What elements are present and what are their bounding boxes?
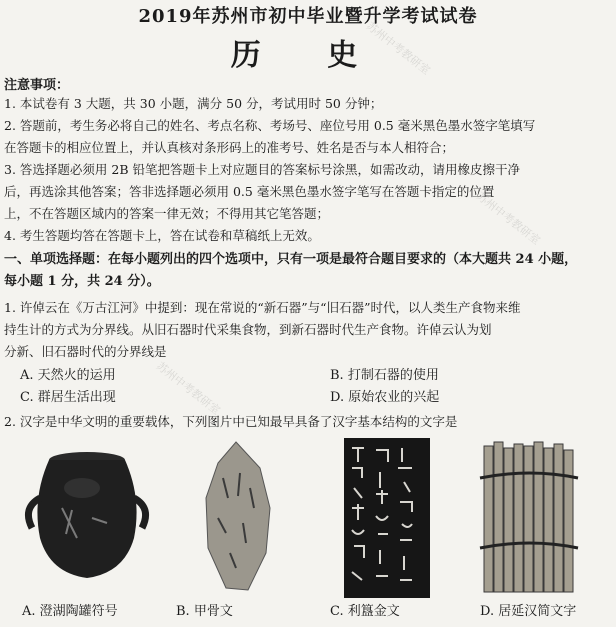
question-text: 分新、旧石器时代的分界线是 (4, 344, 167, 359)
option-a[interactable]: A. 天然火的运用 (20, 368, 116, 383)
notice-heading: 注意事项： (4, 78, 70, 93)
caption-b: B. 甲骨文 (176, 604, 233, 619)
pottery-jar-image (22, 438, 152, 598)
section-heading: 每小题 1 分，共 24 分）。 (4, 274, 160, 289)
option-d[interactable]: D. 原始农业的兴起 (330, 390, 440, 405)
section-heading: 一、单项选择题：在每小题列出的四个选项中，只有一项是最符合题目要求的（本大题共 24 小题， (4, 252, 578, 267)
bamboo-slips-image (470, 438, 590, 598)
notice-line: 后，再选涂其他答案；答非选择题必须用 0.5 毫米黑色墨水签字笔写在答题卡指定的位置 (4, 184, 495, 199)
oracle-bone-image (188, 438, 288, 598)
exam-title: 2019年苏州市初中毕业暨升学考试试卷 (138, 6, 478, 27)
caption-d: D. 居延汉简文字 (480, 604, 577, 619)
option-row (0, 366, 616, 386)
bronze-inscription-image (344, 438, 430, 598)
watermark: 苏州中考教研室 (473, 189, 543, 248)
notice-line: 4. 考生答题均答在答题卡上，答在试卷和草稿纸上无效。 (4, 228, 320, 243)
watermark: 苏州中考教研室 (363, 19, 433, 78)
notice-line: 2. 答题前，考生务必将自己的姓名、考点名称、考场号、座位号用 0.5 毫米黑色墨水签字笔填写 (4, 118, 536, 133)
question-text: 持生计的方式为分界线。从旧石器时代采集食物，到新石器时代生产食物。许倬云认为划 (4, 322, 492, 337)
subject-title: 历 史 (230, 38, 386, 73)
caption-c: C. 利簋金文 (330, 604, 400, 619)
option-b[interactable]: B. 打制石器的使用 (330, 368, 439, 383)
notice-line: 上，不在答题区域内的答案一律无效；不得用其它笔答题； (4, 206, 330, 221)
notice-line: 3. 答选择题必须用 2B 铅笔把答题卡上对应题目的答案标号涂黑，如需改动，请用橡皮擦干净 (4, 162, 520, 177)
question-text: 2. 汉字是中华文明的重要载体，下列图片中已知最早具备了汉字基本结构的文字是 (4, 414, 458, 429)
notice-line: 1. 本试卷有 3 大题，共 30 小题，满分 50 分，考试用时 50 分钟； (4, 96, 383, 111)
option-row (0, 388, 616, 408)
question-text: 1. 许倬云在《万古江河》中提到：现在常说的“新石器”与“旧石器”时代，以人类生产食物来维 (4, 300, 521, 315)
watermark: 苏州中考教研室 (153, 359, 223, 418)
notice-line: 在答题卡的相应位置上，并认真核对条形码上的准考号、姓名是否与本人相符合； (4, 140, 455, 155)
option-c[interactable]: C. 群居生活出现 (20, 390, 116, 405)
caption-a: A. 澄湖陶罐符号 (22, 604, 118, 619)
